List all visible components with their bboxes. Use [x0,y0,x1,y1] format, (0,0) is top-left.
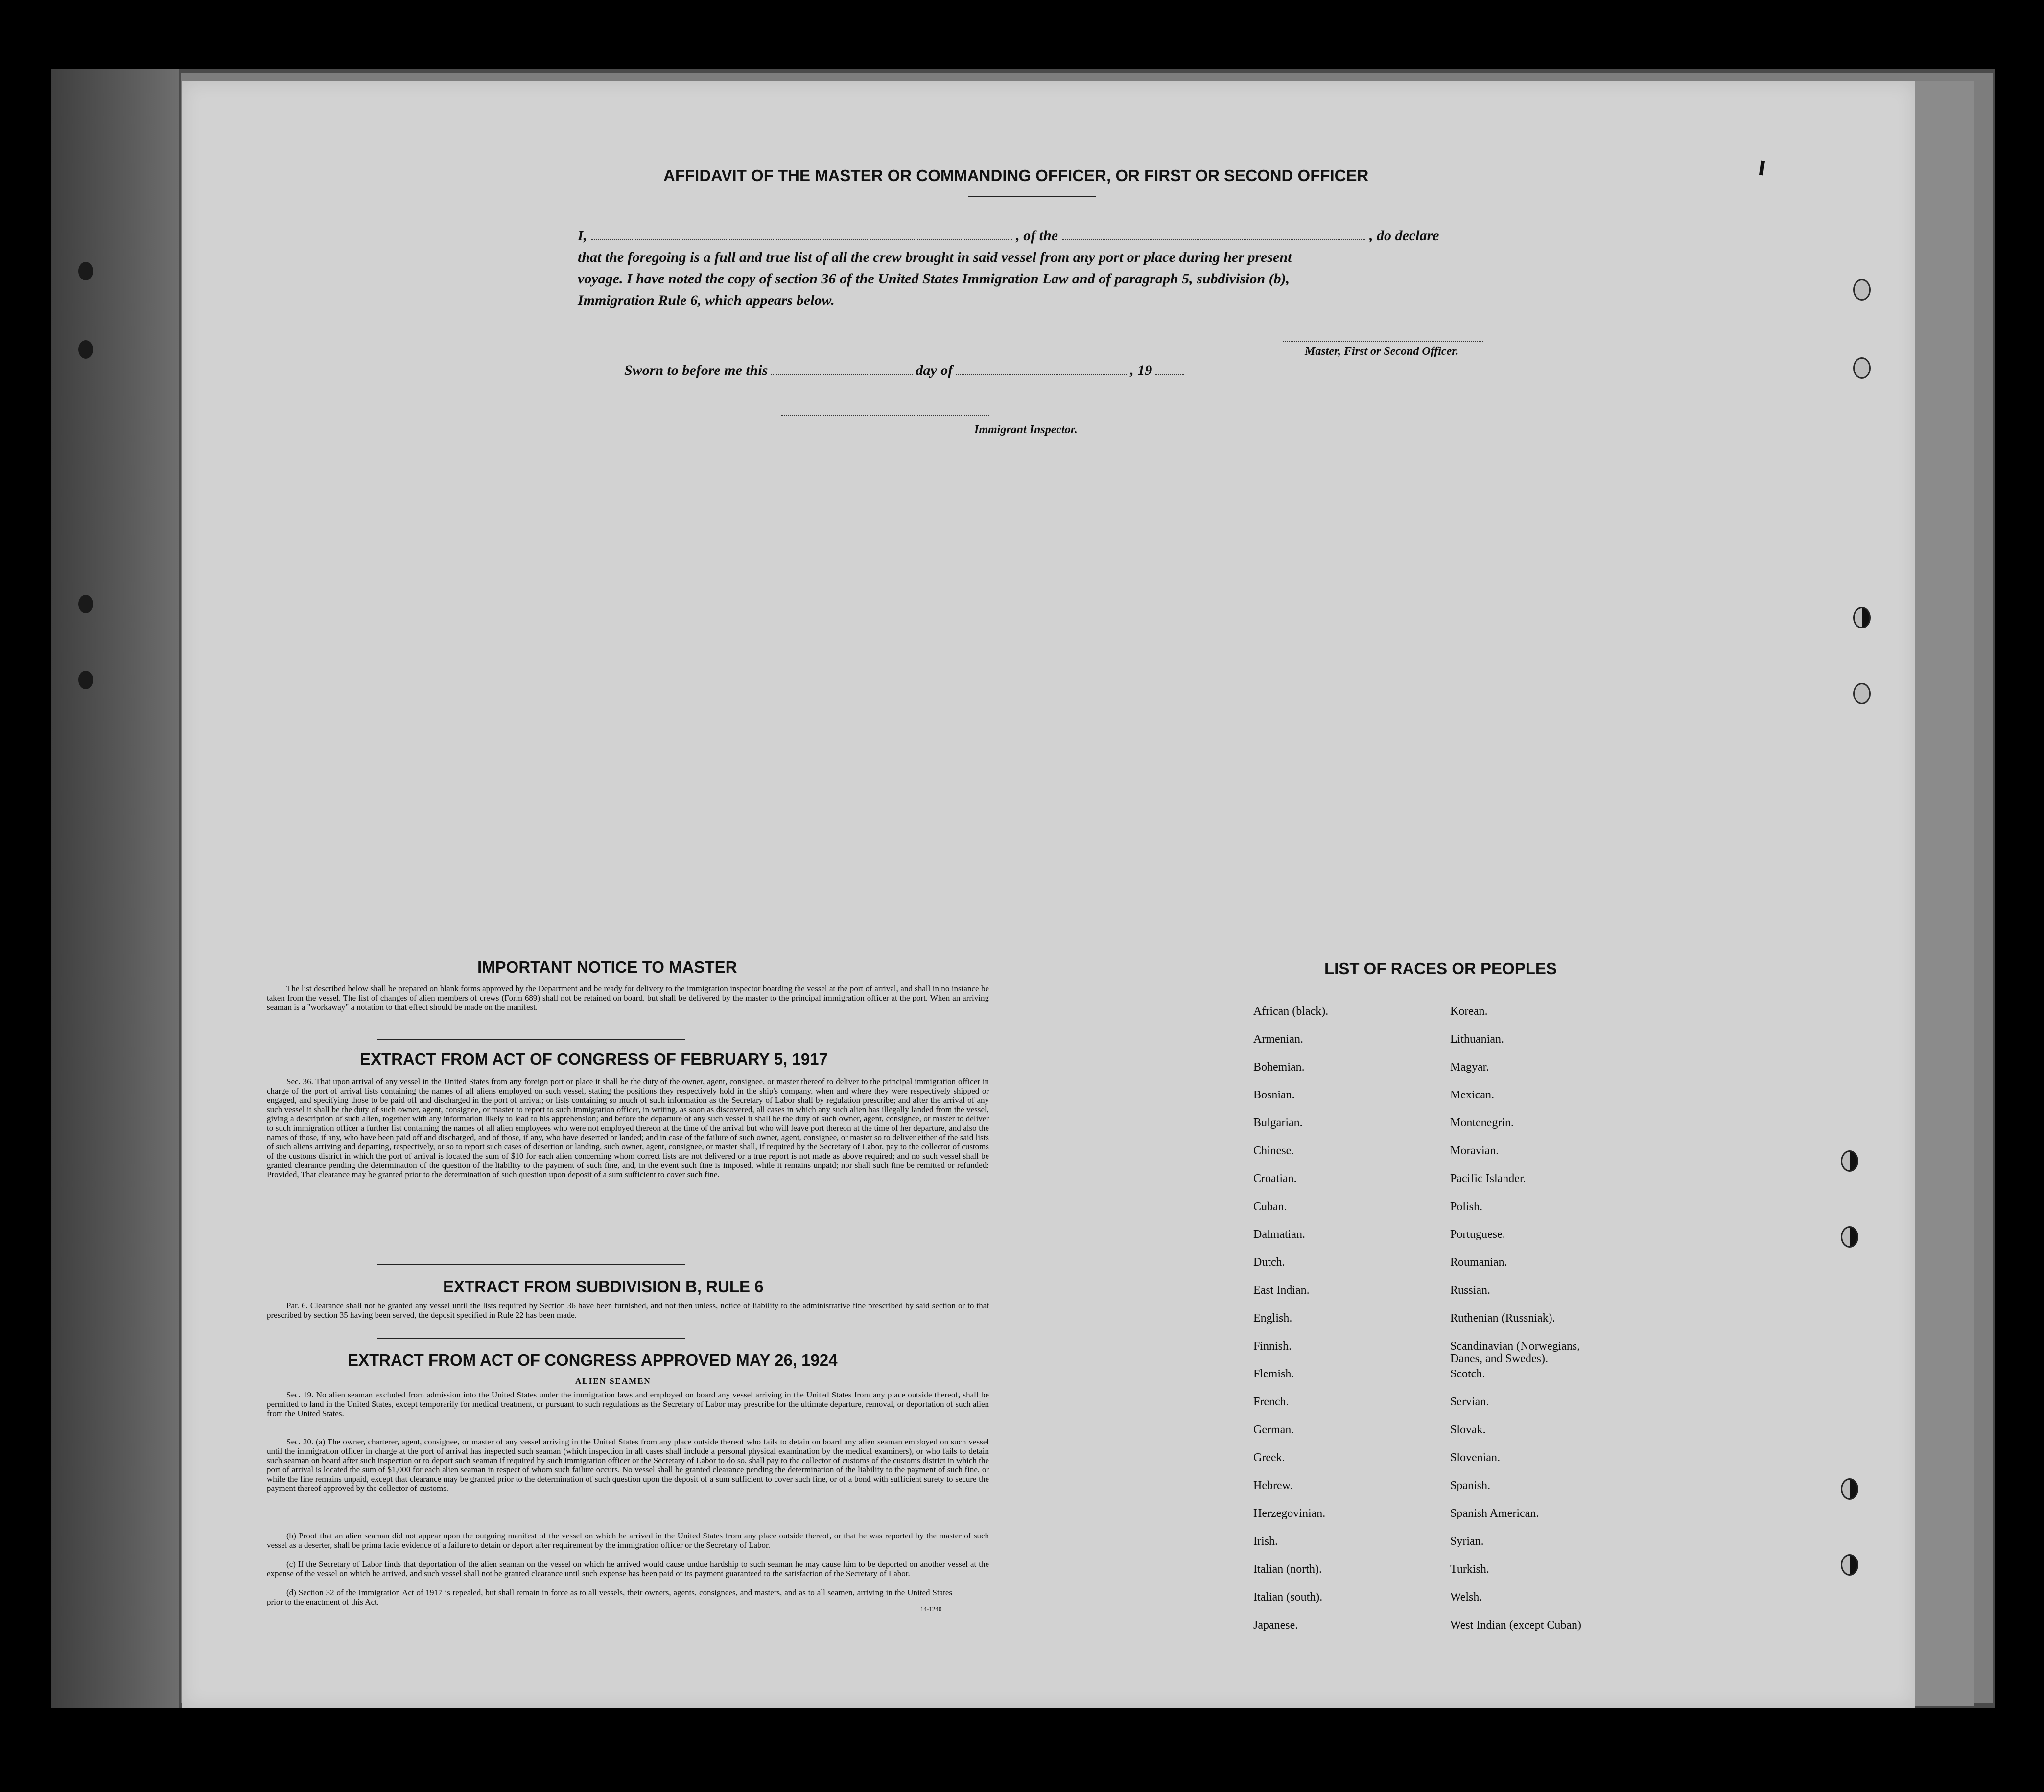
race-item: Chinese. [1253,1144,1294,1157]
race-item: Italian (north). [1253,1563,1322,1576]
race-item: Spanish American. [1450,1507,1539,1520]
sec20a-text: Sec. 20. (a) The owner, charterer, agent, consignee, or master of any vessel arriving in the United States from any place outside thereof who fails to detain on board any alien seaman employed on such vessel until the immigration officer in charge at the port of arrival has inspected such seaman (which inspection in all cases shall include a personal physical examination by the medical examiners), or who fails to detain such seaman on board after such inspection or to deport such seaman if required by such immigration officer or the Secretary of Labor to do so, shall pay to the collector of customs of the customs district in which the port of arrival is located the sum of $1,000 for each alien seaman in respect of whom such failure occurs. No vessel shall be granted clearance pending the determination of the liability to the payment of such fine, or while the fine remains unpaid, except that clearance may be granted prior to the determination of such question upon the deposit of a sum sufficient to cover such fine, or of a bond with sufficient surety to secure the payment thereof approved by the collector of customs. [267,1437,989,1493]
subdivision-body: Par. 6. Clearance shall not be granted any vessel until the lists required by Section 36 have been furnished, and not then unless, notice of liability to the administrative fine prescribed by said section or to that prescribed by section 35 having been served, the deposit specified in Rule 22 has been made. [267,1301,989,1320]
race-item: Magyar. [1450,1061,1489,1073]
race-item: Welsh. [1450,1591,1482,1604]
race-item: Irish. [1253,1535,1278,1548]
race-item: Lithuanian. [1450,1033,1504,1046]
punch-hole [78,671,93,689]
affidavit-of-the: , of the [1016,228,1058,244]
divider [377,1039,685,1040]
race-item: Bulgarian. [1253,1117,1303,1129]
day-blank [771,374,913,375]
affidavit-i: I, [578,228,587,244]
race-item: Montenegrin. [1450,1117,1514,1129]
notice-title: IMPORTANT NOTICE TO MASTER [477,958,737,976]
race-item: Spanish. [1450,1479,1491,1492]
race-item: Ruthenian (Russniak). [1450,1312,1555,1325]
sec19-text: Sec. 19. No alien seaman excluded from admission into the United States under the immigration laws and employed on board any vessel arriving in the United States from any place outside thereof, shall be permitted to land in the United States, except temporarily for medical treatment, or pursuant to such regulations as the Secretary of Labor may prescribe for the ultimate departure, removal, or deportation of such alien from the United States. [267,1390,989,1418]
signature-label: Master, First or Second Officer. [1305,345,1459,358]
left-binding-margin [51,69,179,1708]
race-item: Scandinavian (Norwegians, Danes, and Swedes). [1450,1340,1580,1365]
race-item: Portuguese. [1450,1228,1505,1241]
affidavit-do-declare: , do declare [1369,228,1439,244]
sec20c-text: (c) If the Secretary of Labor finds that deportation of the alien seaman on the vessel on which he arrived would cause undue hardship to such seaman he may cause him to be deported on another vessel at the expense of the vessel on which he arrived, and such vessel shall not be granted clearance until such expense has been paid or its payment guaranteed to the satisfaction of the Secretary of Labor. [267,1559,989,1578]
race-item: Flemish. [1253,1368,1294,1380]
race-item: Armenian. [1253,1033,1303,1046]
races-title: LIST OF RACES OR PEOPLES [1324,959,1557,977]
race-item: Korean. [1450,1005,1488,1018]
race-item: Greek. [1253,1451,1285,1464]
race-item: French. [1253,1396,1289,1408]
notice-body: The list described below shall be prepared on blank forms approved by the Department and be ready for delivery to the immigration inspector boarding the vessel at the port of arrival, and shall in no instance be taken from the vessel. The list of changes of alien members of crews (Form 689) shall not be retained on board, but shall be delivered by the master to the principal immigration officer at the port. When an arriving seaman is a "workaway" a notation to that effect should be made on the manifest. [267,984,989,1012]
punch-hole [78,340,93,359]
race-item: Dutch. [1253,1256,1285,1269]
race-item: German. [1253,1423,1294,1436]
race-item: Polish. [1450,1200,1483,1213]
race-item: Turkish. [1450,1563,1489,1576]
race-item: Dalmatian. [1253,1228,1305,1241]
races-column-1 [1253,1005,1328,1647]
sec20d-text: (d) Section 32 of the Immigration Act of 1917 is repealed, but shall remain in force as to all vessels, their owners, agents, consignees, and masters, and as to all seamen, arriving in the United States prior to the enactment of this Act. [267,1588,952,1606]
divider [377,1264,685,1265]
race-item: Italian (south). [1253,1591,1323,1604]
race-item: Pacific Islander. [1450,1172,1526,1185]
month-blank [956,374,1127,375]
inspector-label: Immigrant Inspector. [974,423,1078,436]
race-item: Croatian. [1253,1172,1297,1185]
race-item: Roumanian. [1450,1256,1507,1269]
extract-1917-body: Sec. 36. That upon arrival of any vessel in the United States from any foreign port or place it shall be the duty of the owner, agent, consignee, or master thereof to deliver to the principal immigration officer in charge of the port of arrival lists containing the names of all aliens employed on such vessel, stating the positions they respectively hold in the ship's company, when and where they were respectively shipped or engaged, and specifying those to be paid off and discharged in the port of arrival; or lists containing so much of such information as the Secretary of Labor shall by regulation prescribe; and after the arrival of any such vessel it shall be the duty of such owner, agent, consignee, or master to report to such immigration officer, in writing, as soon as discovered, all cases in which any such alien has illegally landed from the vessel, giving a description of such alien, together with any information likely to lead to his apprehension; and before the departure of any such vessel it shall be the duty of such owner, agent, consignee, or master to deliver to such immigration officer a further list containing the names of all alien employees who were not employed thereon at the time of the arrival but who will leave port thereon at the time of her departure, and also the names of those, if any, who have been paid off and discharged, and of those, if any, who have deserted or landed; and in case of the failure of such owner, agent, consignee, or master so to deliver either of the said lists of such aliens arriving and departing, respectively, or so to report such cases of desertion or landing, such owner, agent, consignee, or master shall, if required by the Secretary of Labor, pay to the collector of customs of the customs district in which the port of arrival is located the sum of $10 for each alien concerning whom correct lists are not delivered or a true report is not made as above required; and no such vessel shall be granted clearance pending the determination of the question of the liability to the payment of such fine, and, in the event such fine is imposed, while it remains unpaid; nor shall such fine be remitted or refunded: Provided, That clearance may be granted prior to the determination of such question upon deposit of a sum sufficient to cover such fine. [267,1077,989,1179]
affidavit-line-4: Immigration Rule 6, which appears below. [578,292,835,308]
divider [377,1338,685,1339]
punch-hole [1841,1554,1858,1576]
race-item: Cuban. [1253,1200,1287,1213]
race-item: Japanese. [1253,1619,1298,1631]
race-item: West Indian (except Cuban) [1450,1619,1581,1631]
punch-hole [1853,357,1871,379]
year-blank [1155,374,1184,375]
punch-hole [1841,1226,1858,1248]
race-item: Syrian. [1450,1535,1484,1548]
sworn-text: Sworn to before me this [624,362,768,378]
sworn-line [624,362,1187,379]
race-item: Finnish. [1253,1340,1292,1352]
vessel-blank [1062,228,1365,240]
affidavit-text [578,225,1523,311]
race-item: Russian. [1450,1284,1491,1297]
punch-hole [1853,683,1871,704]
affidavit-line-3: voyage. I have noted the copy of section 36 of the United States Immigration Law and of paragraph 5, subdivision (b), [578,271,1290,287]
punch-hole [1841,1150,1858,1172]
extract-1917-title: EXTRACT FROM ACT OF CONGRESS OF FEBRUARY 5, 1917 [360,1050,828,1068]
punch-hole [78,262,93,280]
race-item: Bohemian. [1253,1061,1305,1073]
race-item: English. [1253,1312,1292,1325]
race-item: Servian. [1450,1396,1489,1408]
divider [968,196,1096,197]
race-item: Slovak. [1450,1423,1486,1436]
punch-hole [1853,279,1871,301]
day-of-text: day of [916,362,953,378]
sec20b-text: (b) Proof that an alien seaman did not appear upon the outgoing manifest of the vessel on which he arrived in the United States from any place outside thereof, or that he was reported by the master of such vessel as a deserter, shall be prima facie evidence of a failure to detain or deport after requirement by the immigration officer or the Secretary of Labor. [267,1531,989,1550]
punch-hole [1853,607,1871,628]
race-item: African (black). [1253,1005,1329,1018]
inspector-line [781,414,989,416]
race-item: Slovenian. [1450,1451,1500,1464]
form-number: 14-1240 [920,1606,942,1613]
affidavit-title: AFFIDAVIT OF THE MASTER OR COMMANDING OFFICER, OR FIRST OR SECOND OFFICER [663,166,1369,185]
name-blank [591,228,1012,240]
signature-line [1283,340,1483,342]
race-item: Hebrew. [1253,1479,1293,1492]
race-item: Mexican. [1450,1089,1494,1101]
year-text: , 19 [1130,362,1152,378]
race-item: Herzegovinian. [1253,1507,1326,1520]
race-item: East Indian. [1253,1284,1310,1297]
race-item: Bosnian. [1253,1089,1295,1101]
extract-1924-title: EXTRACT FROM ACT OF CONGRESS APPROVED MAY 26, 1924 [348,1351,838,1369]
race-item: Moravian. [1450,1144,1499,1157]
alien-seamen-subtitle: ALIEN SEAMEN [575,1376,651,1386]
race-item: Scotch. [1450,1368,1485,1380]
subdivision-title: EXTRACT FROM SUBDIVISION B, RULE 6 [443,1278,764,1296]
affidavit-line-2: that the foregoing is a full and true list of all the crew brought in said vessel from any port or place during her present [578,249,1292,265]
races-column-2 [1450,1005,1656,1647]
right-edge-strip [1915,81,1974,1706]
punch-hole [78,595,93,613]
punch-hole [1841,1478,1858,1500]
